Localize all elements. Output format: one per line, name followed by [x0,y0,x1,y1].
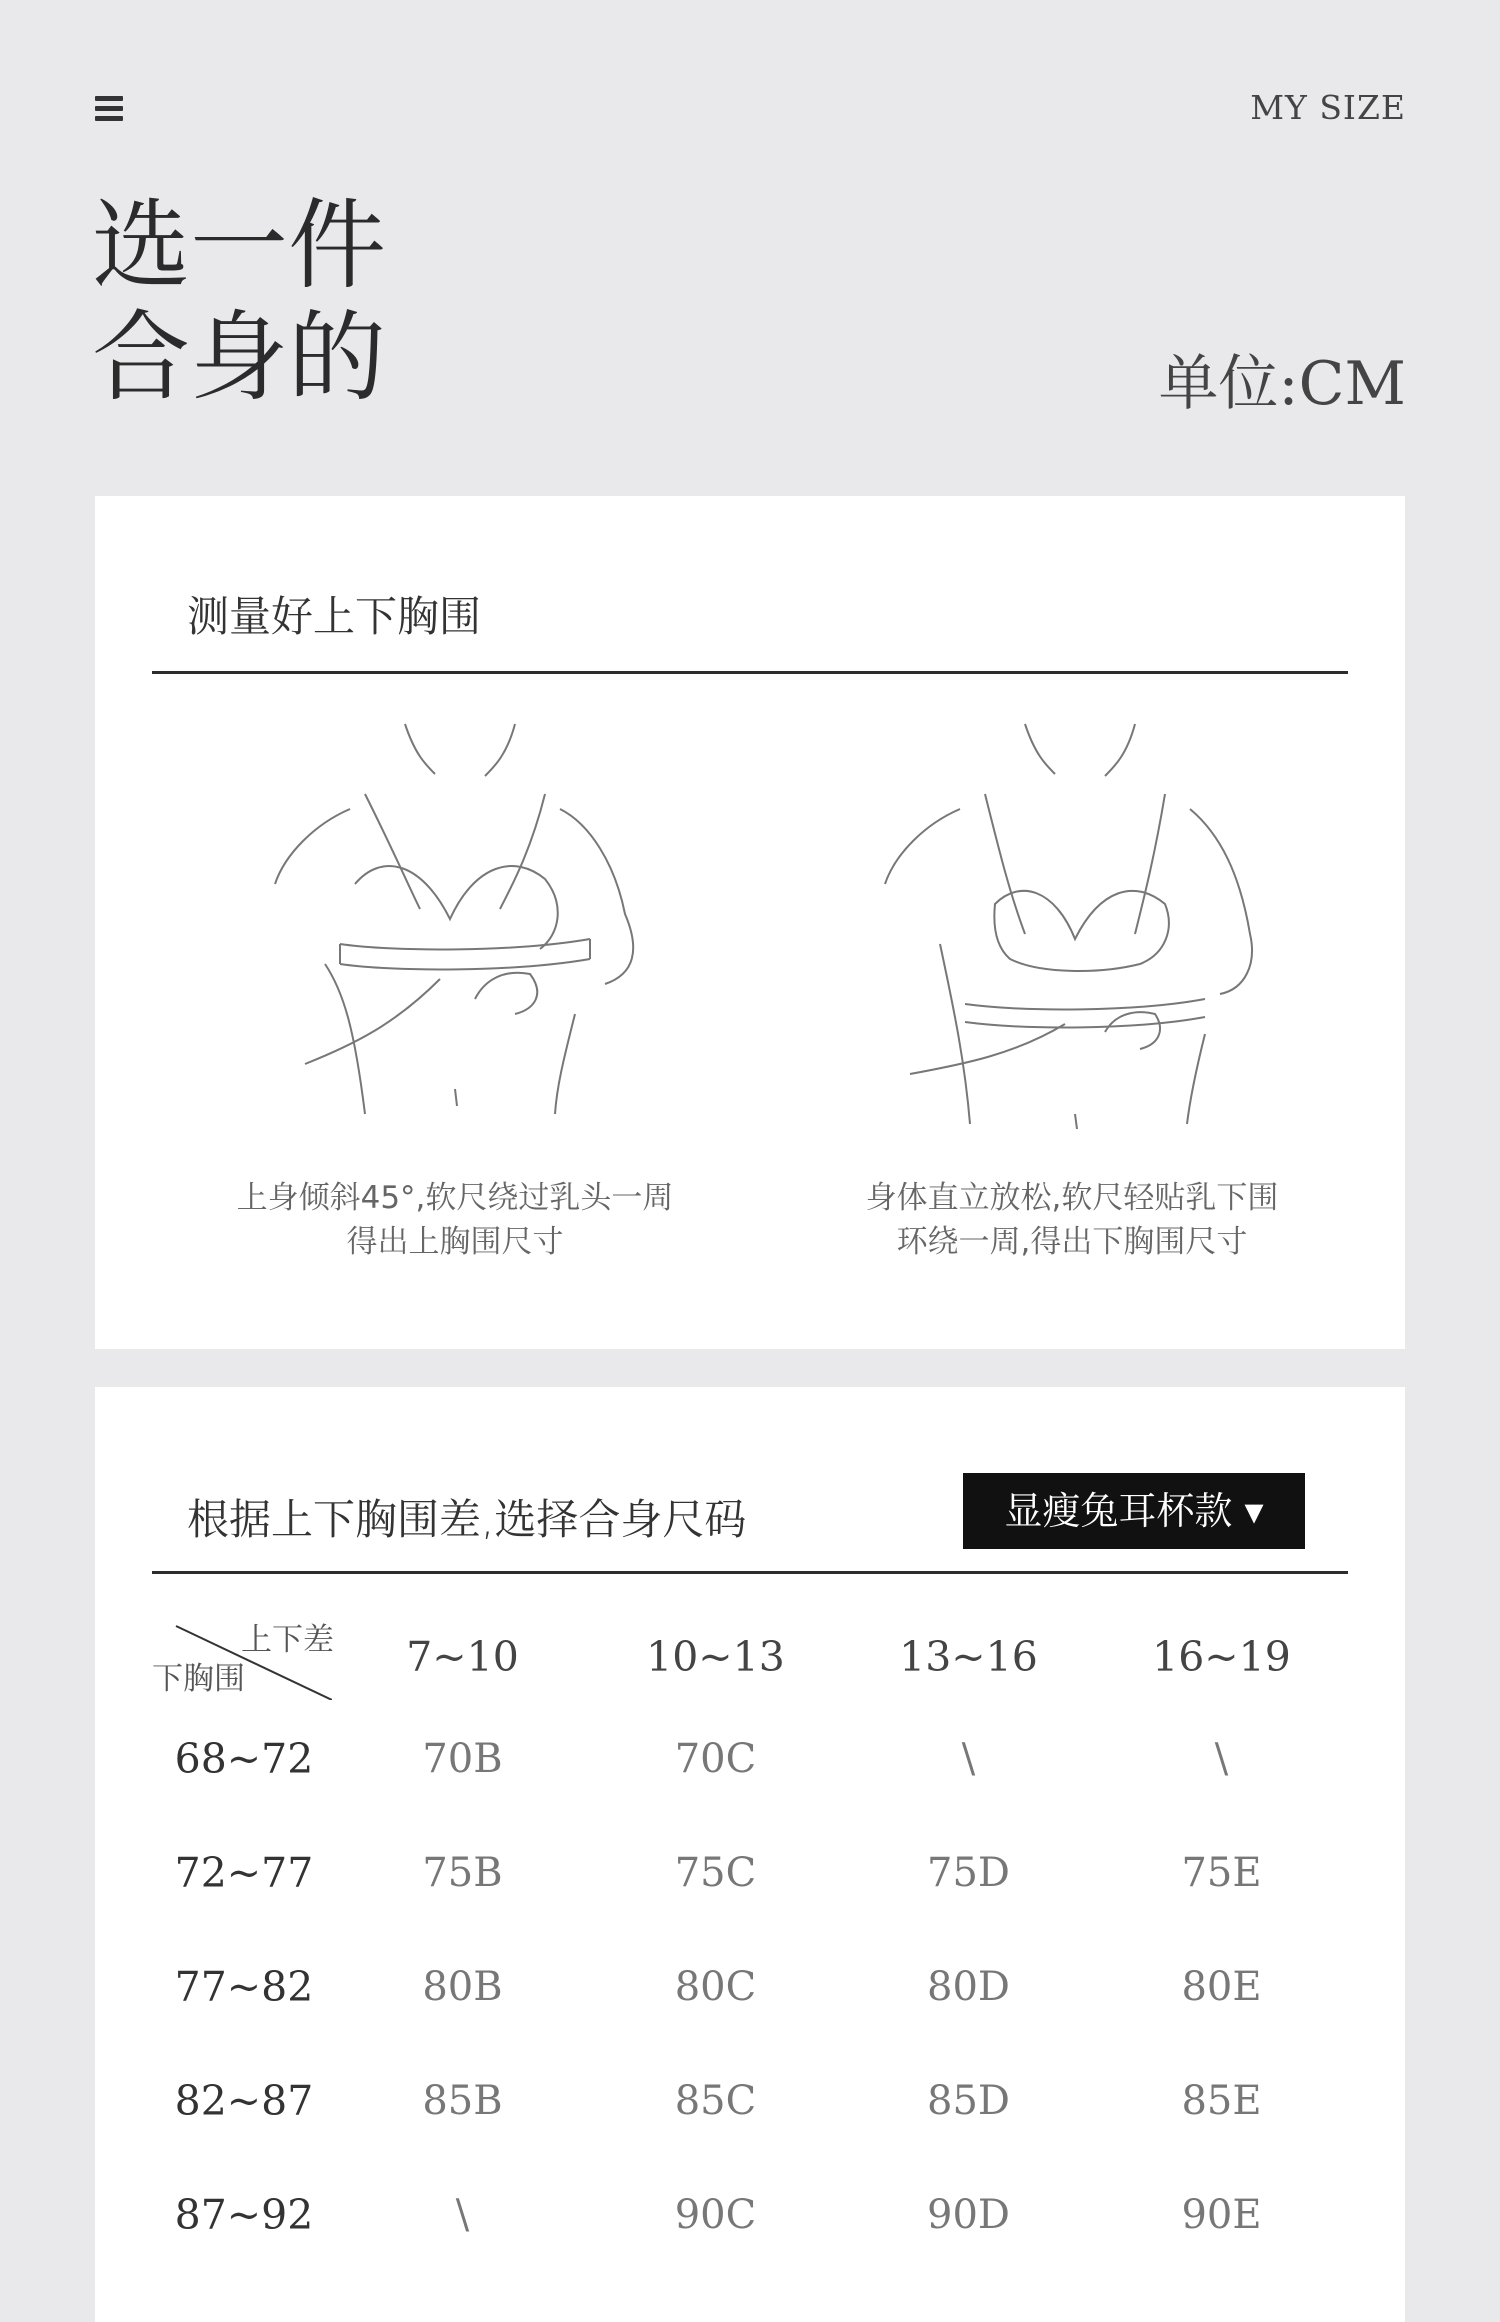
size-cell: 70C [674,1736,757,1782]
column-header: 13~16 [899,1633,1038,1681]
band-cell: 68~72 [174,1735,314,1783]
size-cell: 85E [1181,2078,1262,2124]
table-row [152,1702,1348,1816]
style-select-button[interactable]: 显瘦兔耳杯款 ▾ [963,1473,1305,1549]
size-cell: 75D [927,1850,1010,1896]
size-table [152,1612,1348,2272]
column-header: 7~10 [406,1633,519,1681]
size-cell: 75C [674,1850,757,1896]
size-cell: 85D [927,2078,1010,2124]
size-cell: 90C [674,2192,757,2238]
size-chart-title: 根据上下胸围差,选择合身尺码 [187,1495,747,1544]
size-cell: 75B [422,1850,503,1896]
column-header: 10~13 [646,1633,785,1681]
caption-line: 上身倾斜45°,软尺绕过乳头一周 [236,1180,674,1216]
caption-under-bust [792,1176,1352,1264]
corner-label-underbust: 下胸围 [152,1661,245,1697]
table-row [152,2044,1348,2158]
size-cell: 85B [422,2078,503,2124]
table-row [152,1930,1348,2044]
size-cell: \ [961,1736,976,1782]
caption-line: 得出上胸围尺寸 [346,1224,564,1260]
column-header: 16~19 [1152,1633,1291,1681]
headline-line-2: 合身的 [92,301,387,415]
band-cell: 87~92 [174,2191,314,2239]
band-cell: 72~77 [174,1849,314,1897]
size-cell: \ [1214,1736,1229,1782]
band-cell: 77~82 [174,1963,314,2011]
under-bust-illustration [865,714,1285,1134]
caption-upper-bust [175,1176,735,1264]
measure-title: 测量好上下胸围 [187,592,482,641]
size-cell: 80D [927,1964,1010,2010]
measure-card [95,496,1405,1349]
size-cell: 85C [674,2078,757,2124]
caption-line: 身体直立放松,软尺轻贴乳下围 [865,1180,1279,1216]
size-cell: 80B [422,1964,503,2010]
size-cell: 80C [674,1964,757,2010]
hamburger-menu-icon[interactable] [95,96,123,122]
band-cell: 82~87 [174,2077,314,2125]
size-cell: \ [455,2192,470,2238]
size-cell: 90D [927,2192,1010,2238]
divider [152,1571,1348,1574]
unit-label: 单位:CM [1158,349,1406,419]
size-cell: 80E [1181,1964,1262,2010]
table-corner-cell [152,1612,336,1702]
table-row [152,1816,1348,1930]
table-row [152,2158,1348,2272]
corner-label-diff: 上下差 [241,1622,334,1658]
page-headline [92,190,386,414]
brand-label: MY SIZE [1250,88,1406,127]
size-chart-card [95,1387,1405,2322]
divider [152,671,1348,674]
upper-bust-illustration [245,714,665,1134]
table-header-row [152,1612,1348,1702]
size-cell: 70B [422,1736,503,1782]
caption-line: 环绕一周,得出下胸围尺寸 [896,1224,1248,1260]
size-cell: 75E [1181,1850,1262,1896]
size-cell: 90E [1181,2192,1262,2238]
headline-line-1: 选一件 [92,189,387,303]
